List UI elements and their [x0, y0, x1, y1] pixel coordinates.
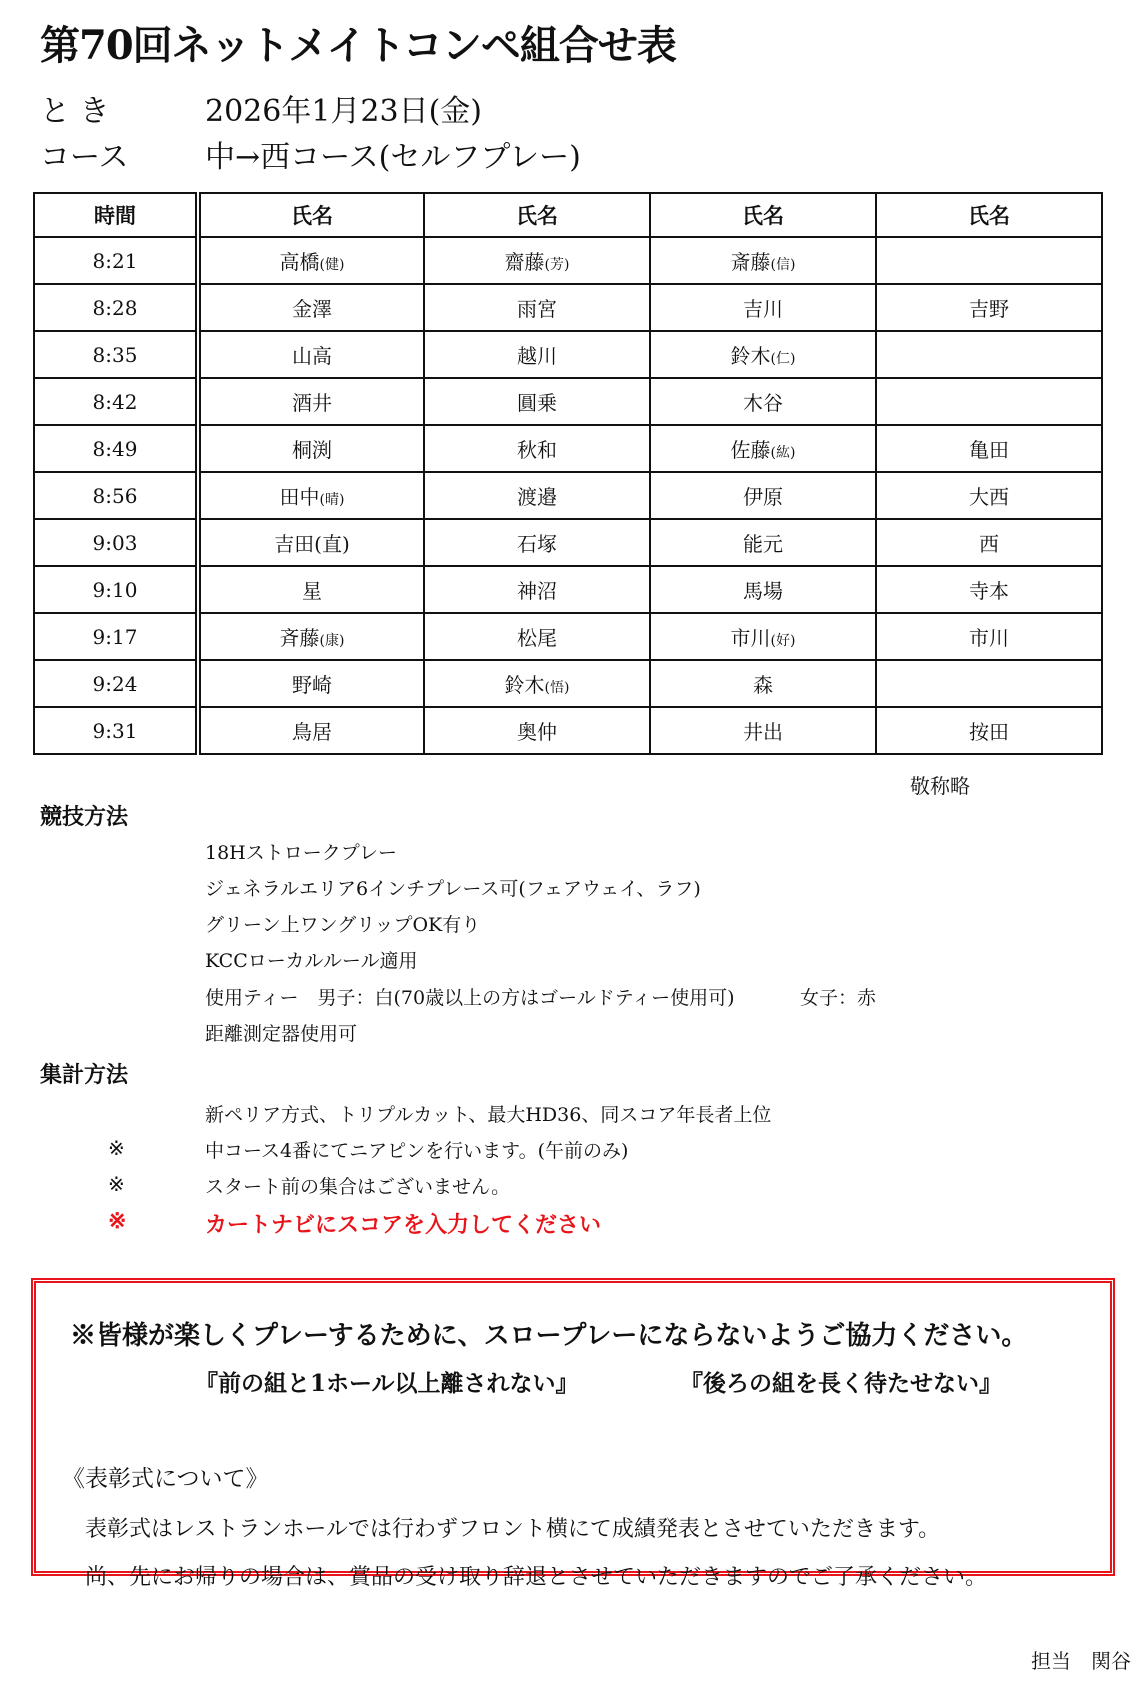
- note-mark: ※: [108, 1136, 125, 1160]
- player-cell: [650, 425, 876, 472]
- notice-sub-left: 『前の組と1ホール以上離されない』: [195, 1370, 579, 1397]
- player-cell: [424, 237, 650, 284]
- player-cell: [198, 425, 424, 472]
- table-row: [34, 284, 1102, 331]
- notice-sub-right: 『後ろの組を長く待たせない』: [680, 1370, 1002, 1397]
- table-row: [34, 566, 1102, 613]
- player-cell: [876, 660, 1102, 707]
- competition-heading: 競技方法: [40, 804, 129, 830]
- player-cell: [424, 519, 650, 566]
- player-cell: [876, 707, 1102, 754]
- player-name: 西: [979, 532, 999, 556]
- tee-time: 8:35: [34, 331, 198, 378]
- player-name: 鳥居: [292, 720, 332, 744]
- player-cell: [424, 331, 650, 378]
- player-cell: [424, 613, 650, 660]
- date-label: と き: [40, 94, 110, 129]
- player-name: 吉野: [969, 297, 1009, 321]
- date-value: 2026年1月23日(金): [205, 94, 483, 129]
- player-initial: (紘): [770, 445, 796, 461]
- table-row: [34, 425, 1102, 472]
- player-name: 亀田: [969, 438, 1009, 462]
- header-time: 時間: [34, 193, 198, 237]
- player-cell: [650, 331, 876, 378]
- tee-time: 8:21: [34, 237, 198, 284]
- player-initial: (仁): [770, 351, 796, 367]
- note-mark-red: ※: [108, 1208, 127, 1234]
- player-name: 秋和: [517, 438, 557, 462]
- player-cell: [424, 284, 650, 331]
- scoring-note: 中コース4番にてニアピンを行います。(午前のみ): [205, 1140, 629, 1162]
- player-name: 田中: [279, 485, 320, 509]
- player-name: 齋藤: [504, 250, 545, 274]
- player-initial: (晴): [319, 492, 345, 508]
- player-name: 奥仲: [517, 720, 557, 744]
- player-name: 能元: [743, 532, 783, 556]
- player-cell: [424, 472, 650, 519]
- player-name: 鈴木: [730, 344, 771, 368]
- player-cell: [650, 566, 876, 613]
- player-cell: [198, 660, 424, 707]
- player-name: 石塚: [517, 532, 557, 556]
- table-row: [34, 472, 1102, 519]
- player-cell: [650, 660, 876, 707]
- header-name: 氏名: [650, 193, 876, 237]
- competition-item: KCCローカルルール適用: [205, 950, 418, 972]
- player-name: 大西: [969, 485, 1009, 509]
- player-name: 桐渕: [292, 438, 332, 462]
- player-name: 市川: [730, 626, 771, 650]
- player-cell: [876, 472, 1102, 519]
- staff-contact: 担当 関谷: [1031, 1649, 1131, 1673]
- player-name: 星: [302, 579, 322, 603]
- honorific-note: 敬称略: [910, 774, 970, 798]
- player-name: 佐藤: [730, 438, 771, 462]
- player-name: 神沼: [517, 579, 557, 603]
- player-cell: [424, 566, 650, 613]
- player-initial: (悟): [544, 680, 570, 696]
- pairings-table: [33, 192, 1103, 755]
- player-cell: [650, 613, 876, 660]
- table-row: [34, 519, 1102, 566]
- note-mark: ※: [108, 1172, 125, 1196]
- player-cell: [876, 331, 1102, 378]
- tee-time: 8:49: [34, 425, 198, 472]
- tee-time: 8:42: [34, 378, 198, 425]
- player-cell: [198, 519, 424, 566]
- award-line: 尚、先にお帰りの場合は、賞品の受け取り辞退とさせていただきますのでご了承ください。: [85, 1565, 988, 1590]
- player-initial: (好): [770, 633, 796, 649]
- tee-time: 9:31: [34, 707, 198, 754]
- player-name: 井出: [743, 720, 783, 744]
- competition-item: 距離測定器使用可: [205, 1023, 358, 1045]
- player-cell: [650, 378, 876, 425]
- player-name: 吉川: [743, 297, 783, 321]
- award-line: 表彰式はレストランホールでは行わずフロント横にて成績発表とさせていただきます。: [85, 1517, 941, 1542]
- player-cell: [650, 519, 876, 566]
- player-cell: [876, 566, 1102, 613]
- player-cell: [876, 613, 1102, 660]
- tee-time: 8:56: [34, 472, 198, 519]
- tee-time: 8:28: [34, 284, 198, 331]
- course-label: コース: [40, 140, 129, 175]
- tee-time: 9:03: [34, 519, 198, 566]
- player-initial: (健): [319, 257, 345, 273]
- award-heading: 《表彰式について》: [62, 1466, 269, 1492]
- player-cell: [198, 707, 424, 754]
- player-name: 吉田(直): [274, 532, 350, 556]
- player-name: 按田: [969, 720, 1009, 744]
- scoring-heading: 集計方法: [40, 1062, 129, 1088]
- scoring-note: スタート前の集合はございません。: [205, 1176, 511, 1198]
- player-initial: (信): [770, 257, 796, 273]
- competition-item: 使用ティー 男子：白(70歳以上の方はゴールドティー使用可): [205, 987, 735, 1009]
- tee-time: 9:10: [34, 566, 198, 613]
- player-name: 山高: [292, 344, 332, 368]
- competition-item: グリーン上ワングリップOK有り: [205, 914, 481, 936]
- player-name: 松尾: [517, 626, 557, 650]
- player-name: 圓乗: [517, 391, 557, 415]
- player-cell: [198, 378, 424, 425]
- competition-item: ジェネラルエリア6インチプレース可(フェアウェイ、ラフ): [205, 878, 701, 900]
- table-row: [34, 237, 1102, 284]
- player-cell: [876, 378, 1102, 425]
- player-name: 斉藤: [279, 626, 320, 650]
- table-row: [34, 378, 1102, 425]
- women-tee: 女子：赤: [800, 987, 877, 1009]
- header-name: 氏名: [424, 193, 650, 237]
- page-title: 第70回ネットメイトコンペ組合せ表: [40, 22, 676, 69]
- player-name: 馬場: [743, 579, 783, 603]
- player-name: 野崎: [292, 673, 332, 697]
- player-cell: [650, 707, 876, 754]
- player-cell: [424, 707, 650, 754]
- player-cell: [198, 613, 424, 660]
- player-name: 金澤: [292, 297, 332, 321]
- table-row: [34, 707, 1102, 754]
- header-name: 氏名: [876, 193, 1102, 237]
- player-name: 渡邉: [517, 485, 557, 509]
- course-value: 中→西コース(セルフプレー): [205, 140, 581, 175]
- tee-time: 9:24: [34, 660, 198, 707]
- player-name: 鈴木: [504, 673, 545, 697]
- player-name: 伊原: [743, 485, 783, 509]
- table-row: [34, 331, 1102, 378]
- player-cell: [876, 425, 1102, 472]
- table-row: [34, 613, 1102, 660]
- player-name: 斎藤: [730, 250, 771, 274]
- player-cell: [876, 284, 1102, 331]
- player-cell: [198, 331, 424, 378]
- scoring-method: 新ペリア方式、トリプルカット、最大HD36、同スコア年長者上位: [205, 1104, 772, 1126]
- player-cell: [650, 472, 876, 519]
- player-name: 森: [753, 673, 773, 697]
- player-name: 木谷: [743, 391, 783, 415]
- player-cell: [876, 237, 1102, 284]
- player-name: 寺本: [969, 579, 1009, 603]
- player-cell: [424, 660, 650, 707]
- slow-play-notice: ※皆様が楽しくプレーするために、スロープレーにならないようご協力ください。: [70, 1321, 1028, 1351]
- player-cell: [198, 237, 424, 284]
- player-name: 酒井: [292, 391, 332, 415]
- player-name: 市川: [969, 626, 1009, 650]
- player-cell: [198, 472, 424, 519]
- player-cell: [424, 378, 650, 425]
- player-cell: [198, 566, 424, 613]
- tee-time: 9:17: [34, 613, 198, 660]
- player-initial: (康): [319, 633, 345, 649]
- header-name: 氏名: [198, 193, 424, 237]
- player-name: 高橋: [279, 250, 320, 274]
- player-cell: [650, 237, 876, 284]
- cart-navi-note: カートナビにスコアを入力してください: [205, 1212, 602, 1238]
- player-cell: [650, 284, 876, 331]
- player-cell: [876, 519, 1102, 566]
- competition-item: 18Hストロークプレー: [205, 842, 397, 864]
- player-cell: [198, 284, 424, 331]
- table-row: [34, 660, 1102, 707]
- player-name: 雨宮: [517, 297, 557, 321]
- player-cell: [424, 425, 650, 472]
- table-header-row: [34, 193, 1102, 237]
- player-name: 越川: [517, 344, 557, 368]
- player-initial: (芳): [544, 257, 570, 273]
